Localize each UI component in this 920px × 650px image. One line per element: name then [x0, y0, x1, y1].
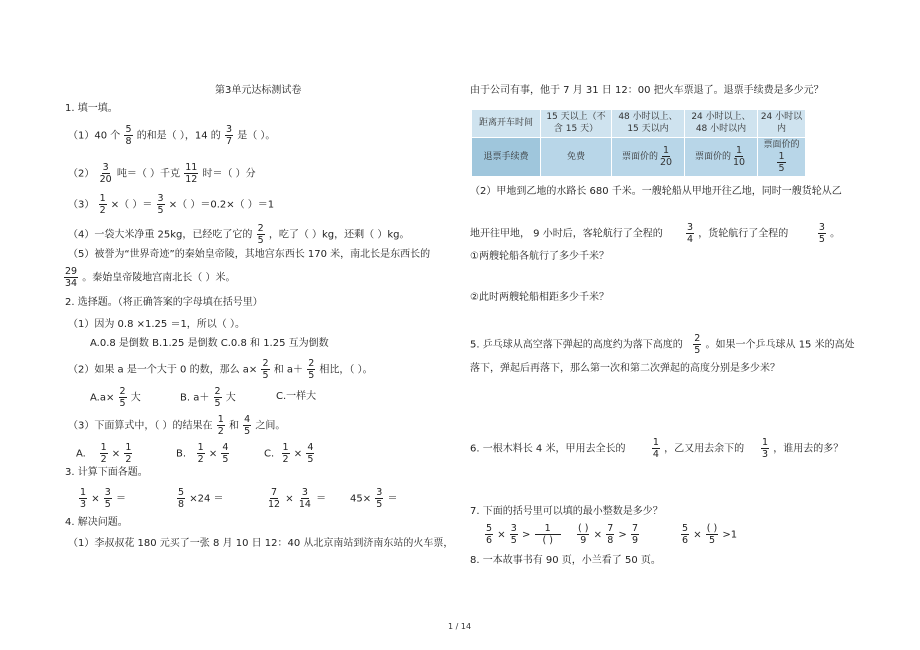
table-cell: 24 小时以上、48 小时以内	[685, 110, 758, 138]
fraction: $\frac{1}{2}$	[282, 442, 289, 465]
text: ＝	[316, 493, 327, 505]
choice-3-option-b: B. $\frac{1}{2}$ × $\frac{4}{5}$	[176, 442, 229, 465]
text: >	[618, 529, 627, 541]
text: 。如果一个乒乓球从 15 米的高处	[705, 339, 855, 351]
choice-2-option-b	[180, 386, 236, 409]
question-1-4	[68, 223, 409, 246]
text: >1	[722, 529, 738, 541]
choice-3-option-c: C. $\frac{1}{2}$ × $\frac{4}{5}$	[264, 442, 314, 465]
fraction: $\frac{3}{20}$	[99, 162, 112, 185]
text: A.a×	[90, 392, 115, 404]
fraction: $\frac{1}{20}$	[659, 145, 673, 169]
inequality-1: $\frac{5}{6}$ × $\frac{3}{5}$ > $\frac{1}{( )}$	[486, 523, 560, 546]
fraction: $\frac{2}{5}$	[308, 358, 315, 381]
text: 5. 乒乓球从高空落下弹起的高度约为落下高度的	[470, 339, 683, 351]
text: 时＝（ ）分	[202, 168, 256, 180]
text: ×（ ）＝0.2×（ ）＝1	[168, 199, 275, 211]
problem-2-q1: ①两艘轮船各航行了多少千米？	[470, 251, 609, 262]
text: ＝	[213, 493, 224, 505]
page-number: 1 / 14	[448, 622, 472, 631]
fraction: $\frac{3}{14}$	[298, 487, 311, 510]
text: 地开往甲地， 9 小时后，客轮航行了全程的	[470, 228, 663, 240]
table-cell: 48 小时以上、15 天以内	[612, 110, 685, 138]
text: 相比，（ ）。	[319, 364, 373, 376]
table-cell	[685, 137, 758, 176]
fraction: $\frac{1}{3}$	[80, 487, 87, 510]
refund-fee-table	[471, 109, 806, 177]
fraction: $\frac{1}{2}$	[125, 442, 132, 465]
text: 票面价的	[694, 152, 731, 163]
section-4-heading: 4. 解决问题。	[65, 517, 128, 528]
fraction: $\frac{1}{( )}$	[535, 523, 560, 546]
fraction: $\frac{2}{5}$	[694, 333, 701, 356]
problem-1-cont: 由于公司有事，他于 7 月 31 日 12：00 把火车票退了。退票手续费是多少元？	[470, 85, 824, 96]
fraction: $\frac{3}{5}$	[104, 487, 111, 510]
choice-3-option-a: A. $\frac{1}{2}$ × $\frac{1}{2}$	[76, 442, 132, 465]
fraction: $\frac{2}{5}$	[214, 386, 221, 409]
text: ×（ ）＝	[110, 199, 153, 211]
fraction: $\frac{5}{8}$	[125, 124, 132, 147]
question-1-3	[68, 193, 274, 216]
text: B.	[176, 448, 187, 460]
table-cell: 15 天以上（不含 15 天）	[541, 110, 612, 138]
fraction: $\frac{7}{12}$	[268, 487, 281, 510]
text: 和	[228, 420, 239, 432]
text: B. a＋	[180, 392, 210, 404]
fraction: $\frac{7}{8}$	[607, 523, 614, 546]
inequality-3: $\frac{5}{6}$ × $\frac{( )}{5}$ >1	[682, 523, 738, 546]
calc-3: $\frac{7}{12}$ × $\frac{3}{14}$ ＝	[268, 487, 327, 510]
text: 。	[830, 228, 841, 240]
fraction: $\frac{1}{3}$	[762, 437, 769, 460]
problem-5-cont: 落下，弹起后再落下，那么第一次和第二次弹起的高度分别是多少米？	[470, 363, 780, 374]
choice-2-option-a	[90, 386, 141, 409]
text: >	[522, 529, 531, 541]
fraction: $\frac{3}{4}$	[687, 222, 694, 245]
fraction: $\frac{4}{5}$	[222, 442, 229, 465]
text: ，谁用去的多？	[773, 443, 844, 455]
fraction: $\frac{1}{2}$	[100, 442, 107, 465]
calc-2: $\frac{5}{8}$ ×24 ＝	[178, 487, 224, 510]
problem-8: 8. 一本故事书有 90 页，小兰看了 50 页。	[470, 555, 661, 566]
table-cell: 24 小时以内	[758, 110, 806, 138]
section-2-heading: 2. 选择题。（将正确答案的字母填在括号里）	[65, 297, 263, 308]
text: ，货轮航行了全程的	[698, 228, 789, 240]
fraction: $\frac{( )}{9}$	[578, 523, 589, 546]
text: 吨＝（ ）千克	[116, 168, 181, 180]
choice-2	[68, 358, 373, 381]
text: C.	[264, 448, 275, 460]
fraction: $\frac{3}{7}$	[225, 124, 233, 147]
fraction: $\frac{3}{5}$	[818, 222, 825, 245]
table-cell	[612, 137, 685, 176]
question-1-2	[68, 162, 256, 185]
table-cell: 退票手续费	[472, 137, 541, 176]
problem-2-q2: ②此时两艘轮船相距多少千米？	[470, 292, 609, 303]
fraction: $\frac{5}{8}$	[178, 487, 185, 510]
fraction: $\frac{2}{5}$	[119, 386, 126, 409]
choice-1-options: A.0.8 是倒数 B.1.25 是倒数 C.0.8 和 1.25 互为倒数	[90, 338, 329, 349]
inequality-2: $\frac{( )}{9}$ × $\frac{7}{8}$ > $\frac{7}{9}$	[578, 523, 639, 546]
fraction: $\frac{2}{5}$	[257, 223, 264, 246]
text: （3）	[68, 199, 95, 211]
table-cell: 免费	[541, 137, 612, 176]
text: 。秦始皇帝陵地宫南北长（ ）米。	[82, 272, 236, 284]
fraction: $\frac{29}{34}$	[65, 266, 78, 289]
fraction: $\frac{1}{2}$	[197, 442, 204, 465]
fraction: $\frac{5}{6}$	[682, 523, 689, 546]
text: （2）如果 a 是一个大于 0 的数，那么 a×	[68, 364, 258, 376]
text: 之间。	[255, 420, 286, 432]
text: A.	[76, 448, 86, 460]
choice-3	[68, 414, 285, 437]
choice-2-option-c: C.一样大	[276, 391, 317, 402]
fraction: $\frac{3}{5}$	[510, 523, 517, 546]
fraction: $\frac{4}{5}$	[307, 442, 314, 465]
text: 票面价的	[763, 140, 800, 151]
problem-2: （2）甲地到乙地的水路长 680 千米。一艘轮船从甲地开往乙地，同时一艘货轮从乙	[470, 186, 842, 197]
table-cell: 距离开车时间	[472, 110, 541, 138]
fraction: $\frac{4}{5}$	[244, 414, 251, 437]
table-row	[472, 110, 806, 138]
text: 大	[130, 392, 141, 404]
fraction: $\frac{( )}{5}$	[706, 523, 718, 546]
problem-1: （1）李叔叔花 180 元买了一张 8 月 10 日 12：40 从北京南站到济南东站的火车票，	[68, 538, 454, 549]
question-1-5-cont	[63, 266, 235, 289]
text: ，吃了（ ）kg，还剩（ ）kg。	[268, 229, 410, 241]
text: 是（ ）。	[237, 130, 276, 142]
fraction: $\frac{3}{5}$	[157, 193, 164, 216]
fraction: $\frac{11}{12}$	[185, 162, 198, 185]
text: ＝	[116, 493, 127, 505]
question-1-1	[68, 124, 275, 147]
section-1-heading: 1. 填一填。	[65, 103, 118, 114]
table-row	[472, 137, 806, 176]
text: 票面价的	[621, 152, 658, 163]
text: 和 a＋	[273, 364, 303, 376]
problem-6	[470, 437, 843, 460]
fraction: $\frac{1}{2}$	[99, 193, 106, 216]
fraction: $\frac{1}{4}$	[652, 437, 659, 460]
fraction: $\frac{1}{2}$	[217, 414, 224, 437]
problem-2-cont	[470, 222, 840, 245]
fraction: $\frac{3}{5}$	[376, 487, 383, 510]
text: （2）	[68, 168, 95, 180]
text: 6. 一根木料长 4 米，甲用去全长的	[470, 443, 626, 455]
choice-1: （1）因为 0.8 ×1.25 ＝1，所以（ ）。	[68, 319, 245, 330]
fraction: $\frac{1}{5}$	[778, 151, 785, 175]
text: （4）一袋大米净重 25kg，已经吃了它的	[68, 229, 253, 241]
fraction: $\frac{7}{9}$	[632, 523, 639, 546]
text: ＝	[387, 493, 398, 505]
page-title: 第3单元达标测试卷	[215, 85, 302, 96]
problem-5	[470, 333, 855, 356]
section-3-heading: 3. 计算下面各题。	[65, 467, 148, 478]
fraction: $\frac{1}{10}$	[732, 145, 746, 169]
text: 大	[225, 392, 236, 404]
fraction: $\frac{5}{6}$	[486, 523, 493, 546]
text: 的和是（ ），14 的	[136, 130, 221, 142]
text: ，乙又用去余下的	[664, 443, 745, 455]
calc-4	[350, 487, 398, 510]
table-cell	[758, 137, 806, 176]
text: 45×	[350, 493, 372, 505]
calc-1: $\frac{1}{3}$ × $\frac{3}{5}$ ＝	[80, 487, 127, 510]
text: （3）下面算式中，（ ）的结果在	[68, 420, 213, 432]
fraction: $\frac{2}{5}$	[262, 358, 269, 381]
question-1-5: （5）被誉为“世界奇迹”的秦始皇帝陵，其地宫东西长 170 米，南北长是东西长的	[68, 249, 431, 260]
problem-7: 7. 下面的括号里可以填的最小整数是多少？	[470, 506, 663, 517]
text: （1）40 个	[68, 130, 121, 142]
